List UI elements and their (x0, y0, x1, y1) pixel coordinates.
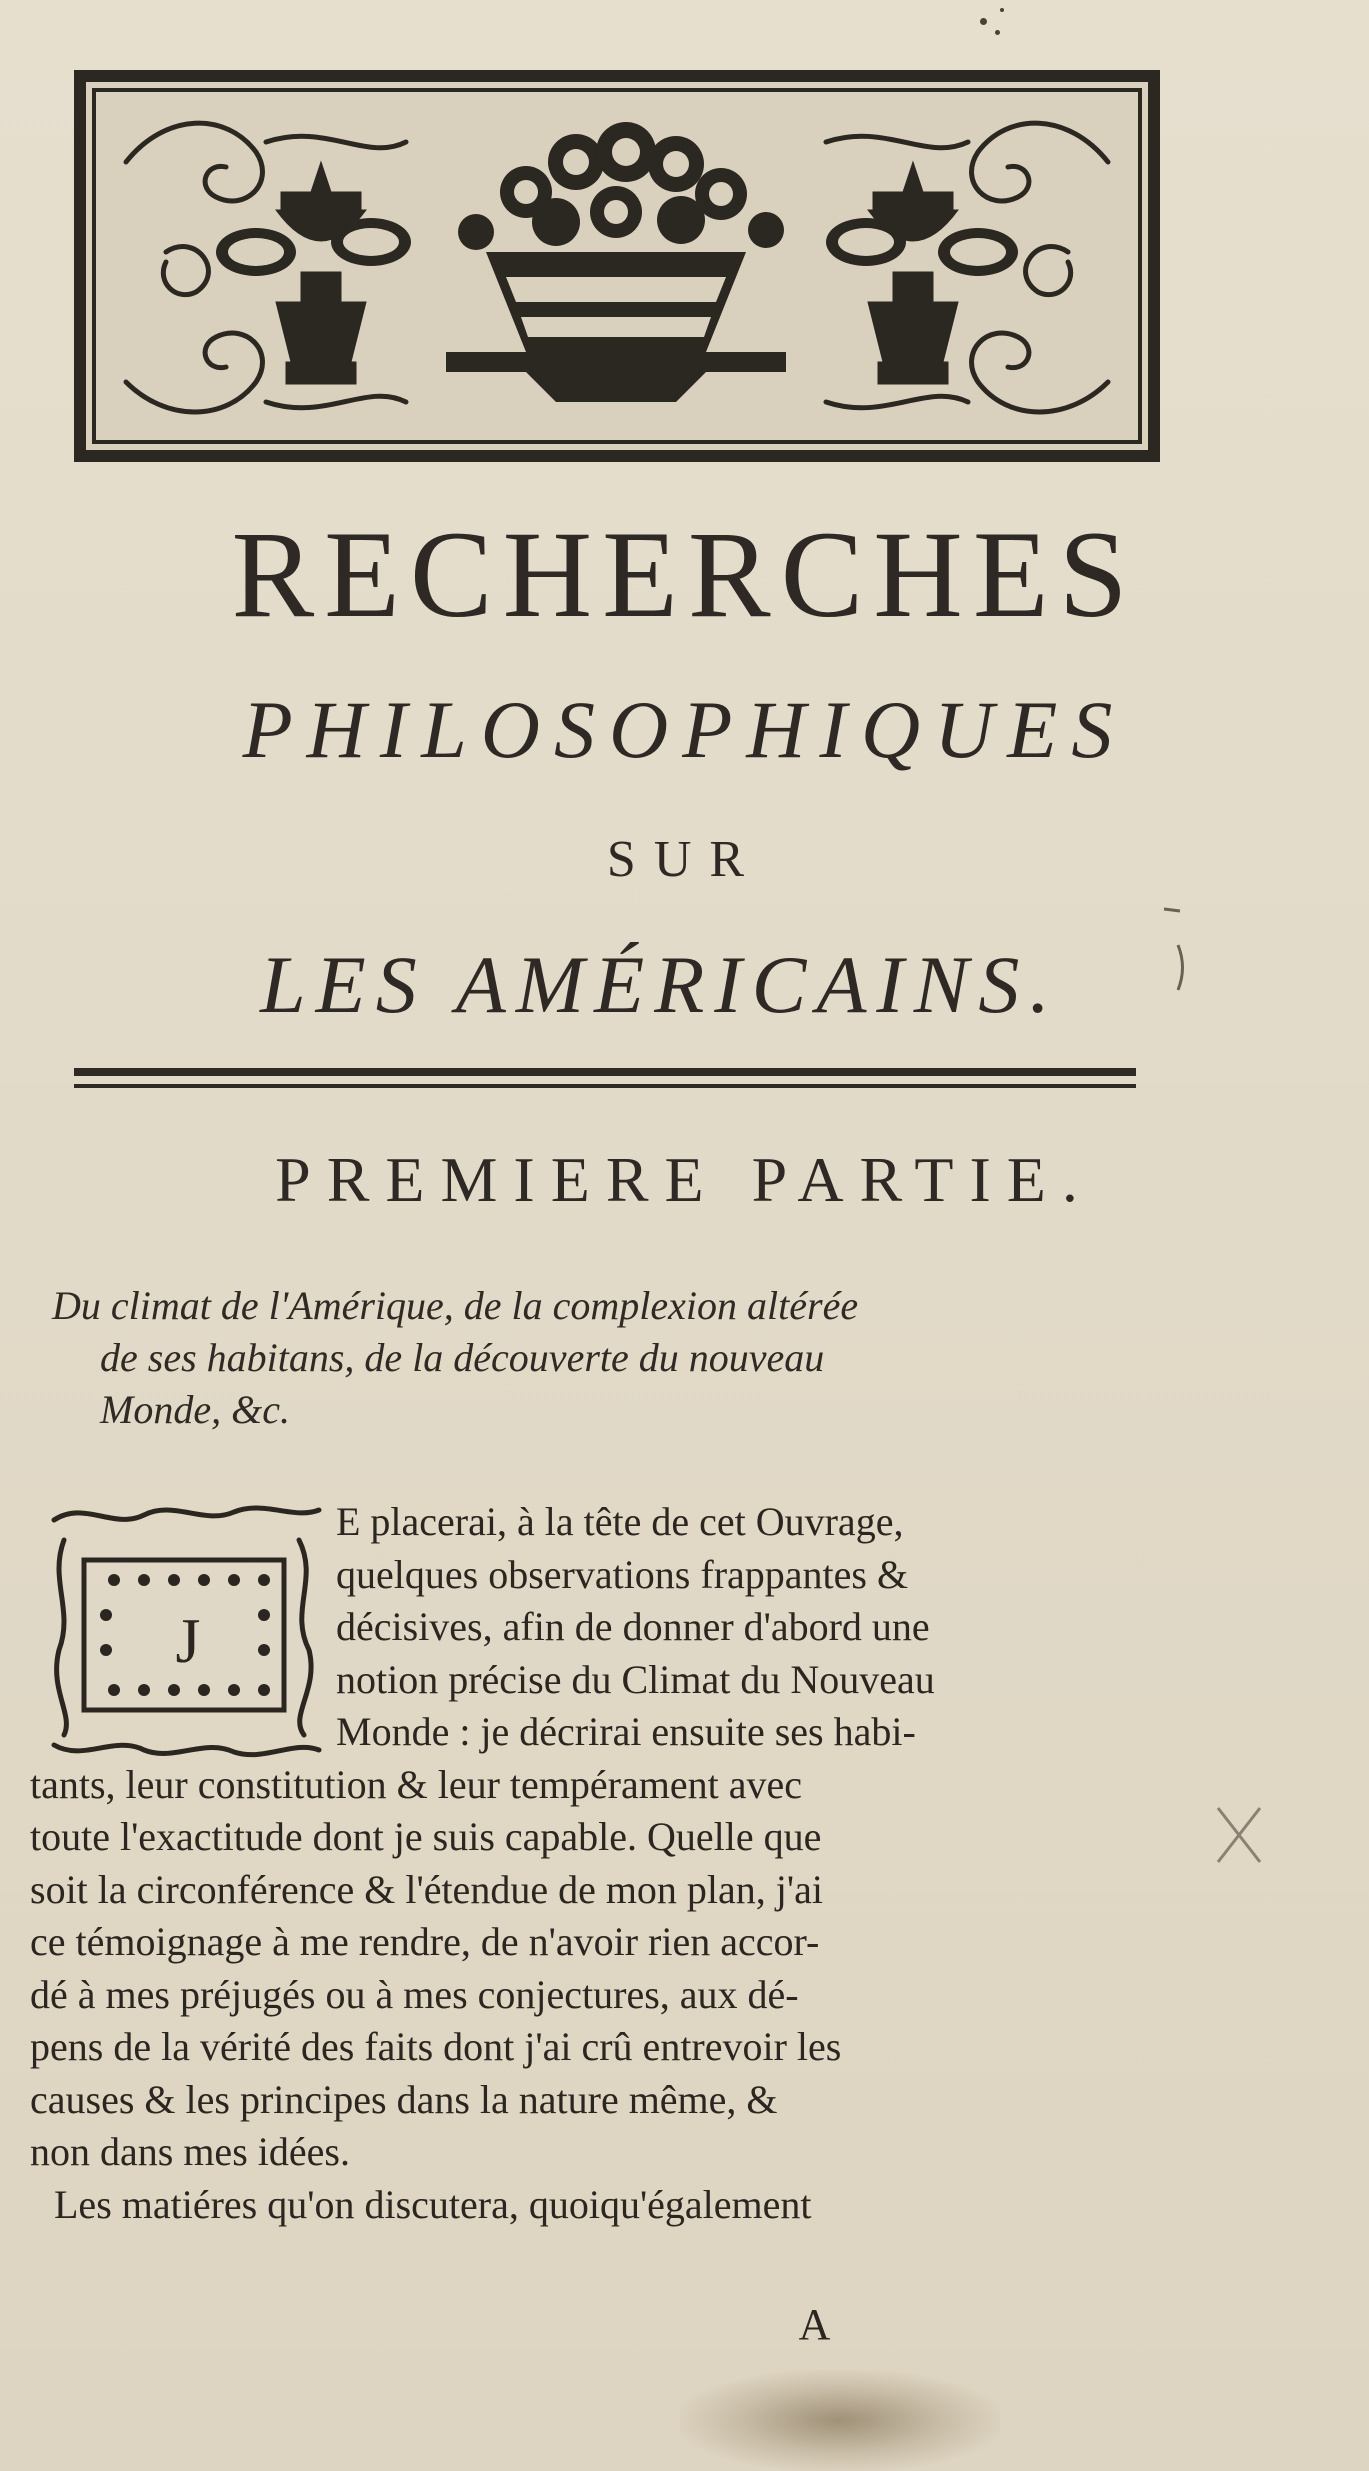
body-line: causes & les principes dans la nature même, & (30, 2076, 778, 2122)
title-line-1: RECHERCHES (231, 506, 1138, 643)
body-line: E placerai, à la tête de cet Ouvrage, (336, 1499, 904, 1544)
double-rule-divider (74, 1068, 1136, 1088)
body-line: non dans mes idées. (30, 2129, 350, 2174)
margin-x-mark-icon (1208, 1800, 1268, 1870)
body-line: soit la circonférence & l'étendue de mon plan, j'ai (30, 1866, 823, 1912)
body-line: dé à mes préjugés ou à mes conjectures, aux dé- (30, 1971, 799, 2017)
body-line: tants, leur constitution & leur tempérament avec (30, 1761, 802, 1807)
body-line: Monde : je décrirai ensuite ses habi- (336, 1709, 916, 1754)
drop-cap-letter: J (175, 1605, 201, 1676)
body-line: Les matiéres qu'on discutera, quoiqu'également (54, 2181, 812, 2227)
body-text (30, 1496, 1160, 2231)
body-line: toute l'exactitude dont je suis capable. Quelle que (30, 1814, 822, 1859)
body-line: quelques observations frappantes & (336, 1551, 909, 1597)
margin-bracket-icon (1160, 905, 1190, 1015)
summary-line: Monde, &c. (100, 1387, 290, 1432)
ornamental-headpiece (74, 70, 1160, 462)
title-line-2: PHILOSOPHIQUES (242, 684, 1127, 775)
ornamental-headpiece-icon (106, 102, 1128, 430)
chapter-summary (52, 1280, 1172, 1436)
title-line-4: LES AMÉRICAINS. (260, 939, 1060, 1030)
section-title: PREMIERE PARTIE. (275, 1144, 1094, 1215)
ink-speck (995, 30, 1000, 35)
body-line: ce témoignage à me rendre, de n'avoir rien accor- (30, 1919, 820, 1964)
body-line: décisives, afin de donner d'abord une (336, 1604, 930, 1649)
summary-line: Du climat de l'Amérique, de la complexion altérée (52, 1283, 859, 1328)
ink-speck (1000, 8, 1004, 12)
signature-mark: A (798, 2300, 831, 2349)
summary-line: de ses habitans, de la découverte du nouveau (100, 1335, 825, 1380)
ink-speck (980, 18, 987, 25)
paper-stain (680, 2370, 1000, 2471)
title-line-3: SUR (606, 831, 763, 888)
body-line: notion précise du Climat du Nouveau (336, 1656, 935, 1702)
body-line: pens de la vérité des faits dont j'ai crû entrevoir les (30, 2024, 842, 2069)
